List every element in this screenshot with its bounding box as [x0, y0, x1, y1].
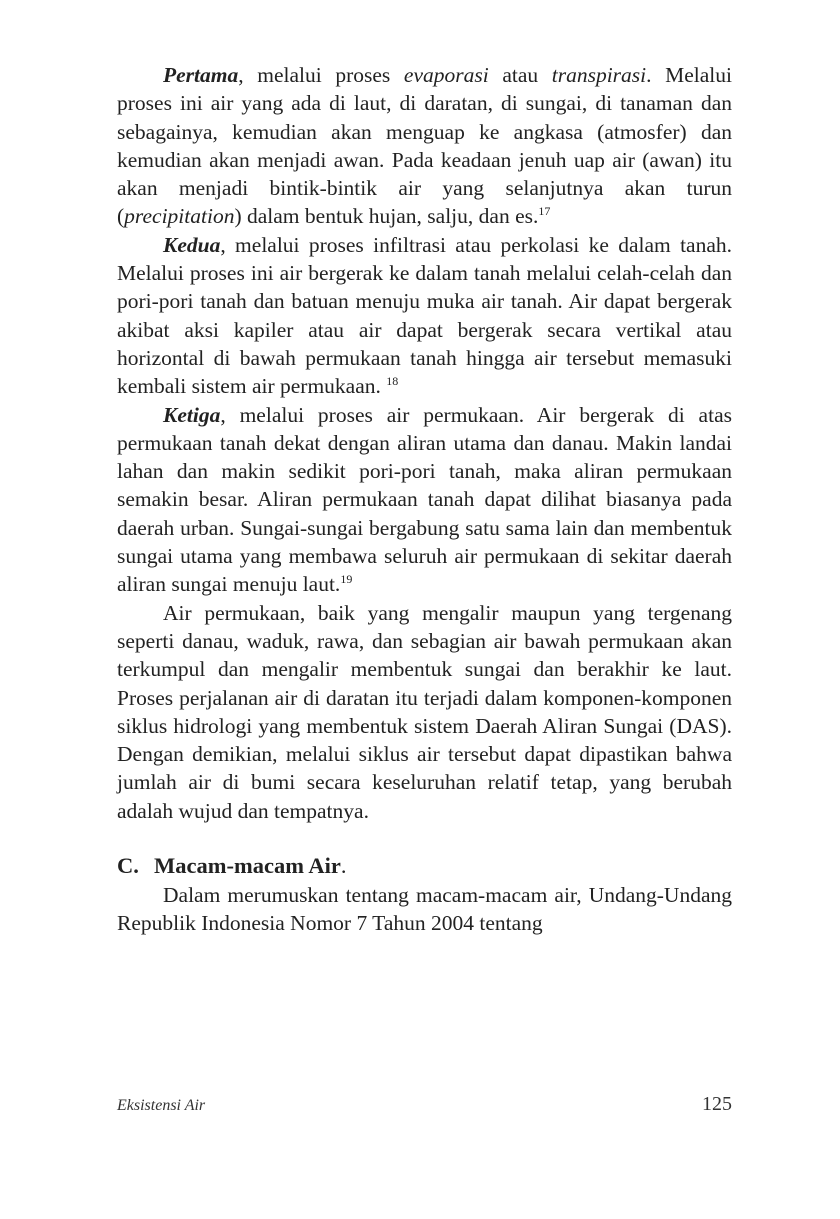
page-body — [117, 61, 732, 938]
section-number: C. — [117, 853, 139, 879]
section-title: Macam-macam Air — [154, 853, 341, 879]
paragraph-text: ) dalam bentuk hujan, salju, dan es. — [234, 204, 539, 229]
section-period: . — [340, 853, 347, 879]
footnote-marker[interactable]: 18 — [386, 374, 399, 389]
lead-word: Pertama — [163, 63, 239, 87]
paragraph-air-permukaan — [117, 599, 732, 825]
footer-page-number: 125 — [702, 1093, 732, 1115]
italic-term: precipitation — [124, 204, 235, 229]
footnote-marker[interactable]: 19 — [340, 572, 353, 587]
paragraph-text: , melalui proses air permukaan. Air bergerak di atas permukaan tanah dekat dengan aliran utama dan danau. Makin landai lahan dan makin sedikit pori-pori tanah, maka aliran permukaan semakin besar. Aliran permukaan tanah dapat dilihat biasanya pada daerah urban. Sungai-sungai bergabung satu sama lain dan membentuk sungai utama yang membawa seluruh air permukaan di sekitar daerah aliran sungai menuju laut. — [117, 402, 732, 597]
section-heading — [117, 851, 732, 881]
paragraph-pertama — [117, 61, 732, 231]
paragraph-text: , melalui proses infiltrasi atau perkolasi ke dalam tanah. Melalui proses ini air bergerak ke dalam tanah melalui celah-celah dan pori-pori tanah dan batuan menuju muka air tanah. Air dapat bergerak akibat aksi kapiler atau air dapat bergerak secara vertikal atau horizontal di bawah permukaan tanah hingga air tersebut memasuki kembali sistem air permukaan. — [117, 232, 732, 399]
paragraph-text: Air permukaan, baik yang mengalir maupun yang tergenang seperti danau, waduk, rawa, dan sebagian air bawah permukaan akan terkumpul dan mengalir membentuk sungai dan berakhir ke laut. Proses perjalanan air di daratan itu terjadi dalam komponen-komponen siklus hidrologi yang membentuk sistem Daerah Aliran Sungai (DAS). Dengan demikian, melalui siklus air tersebut dapat dipastikan bahwa jumlah air di bumi secara keseluruhan relatif tetap, yang berubah adalah wujud dan tempatnya. — [117, 600, 732, 823]
lead-word: Ketiga — [163, 402, 221, 427]
paragraph-text: Dalam merumuskan tentang macam-macam air, Undang-Undang Republik Indonesia Nomor 7 Tahun 2004 tentang — [117, 883, 732, 936]
paragraph-kedua — [117, 231, 732, 401]
italic-term: evaporasi — [403, 63, 489, 87]
paragraph-text: atau — [488, 63, 552, 87]
footnote-marker[interactable]: 17 — [538, 204, 551, 219]
paragraph-macam-air — [117, 881, 732, 938]
paragraph-text: . Melalui proses ini air yang ada di laut, di daratan, di sungai, di tanaman dan sebagainya, kemudian akan menguap ke angkasa (atmosfer) dan kemudian akan menjadi awan. Pada keadaan jenuh uap air (awan) itu akan menjadi bintik-bintik air yang selanjutnya akan turun ( — [117, 63, 733, 229]
lead-word: Kedua — [163, 232, 221, 257]
paragraph-ketiga — [117, 401, 732, 599]
paragraph-text: , melalui proses — [238, 63, 404, 87]
footer-book-title: Eksistensi Air — [117, 1097, 206, 1114]
italic-term: transpirasi — [551, 63, 647, 87]
